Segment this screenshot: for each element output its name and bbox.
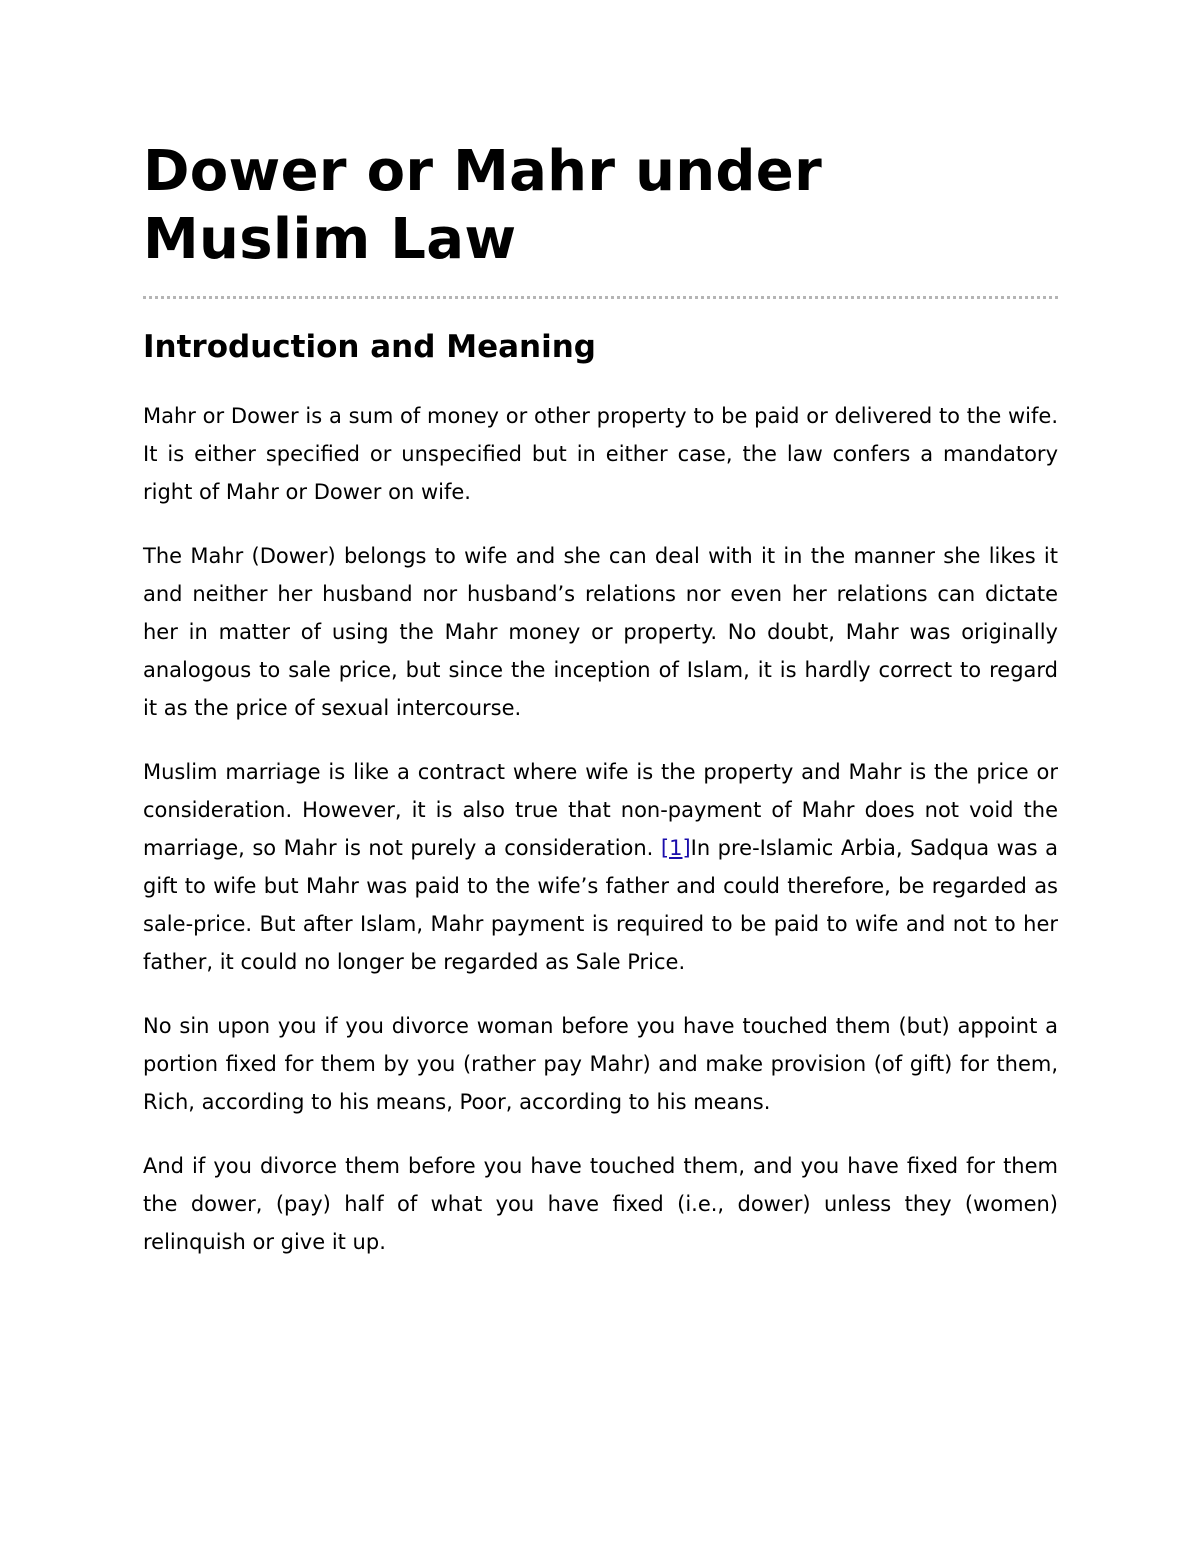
section-heading: Introduction and Meaning — [143, 329, 596, 365]
document-page — [143, 138, 1058, 1261]
paragraph-4: No sin upon you if you divorce woman before you have touched them (but) appoint a portion fixed for them by you (rather pay Mahr) and make provision (of gift) for them, Rich, according to his means, Poor, according to his means. — [143, 1014, 1058, 1114]
paragraph-3-text-after: In pre-Islamic Arbia, Sadqua was a gift to wife but Mahr was paid to the wife’s father and could therefore, be regarded as sale-price. But after Islam, Mahr payment is required to be paid to wife and not to her father, it could no longer be regarded as Sale Price. — [143, 836, 1059, 974]
paragraph-2: The Mahr (Dower) belongs to wife and she can deal with it in the manner she likes it and neither her husband nor husband’s relations nor even her relations can dictate her in matter of using the Mahr money or property. No doubt, Mahr was originally analogous to sale price, but since the inception of Islam, it is hardly correct to regard it as the price of sexual intercourse. — [143, 544, 1058, 720]
paragraph-1: Mahr or Dower is a sum of money or other property to be paid or delivered to the wife. It is either specified or unspecified but in either case, the law confers a mandatory right of Mahr or Dower on wife. — [143, 404, 1058, 504]
document-title: Dower or Mahr under Muslim Law — [143, 139, 822, 272]
paragraph-5: And if you divorce them before you have touched them, and you have fixed for them the dower, (pay) half of what you have fixed (i.e., dower) unless they (women) relinquish or give it up. — [143, 1154, 1058, 1254]
title-divider — [143, 296, 1058, 299]
footnote-link-1[interactable]: [1] — [660, 836, 691, 860]
paragraph-3 — [143, 753, 1058, 981]
paragraph-3-text-before: Muslim marriage is like a contract where wife is the property and Mahr is the price or consideration. However, it is also true that non-payment of Mahr does not void the marriage, so Mahr is not purely a consideration. — [143, 760, 1058, 860]
